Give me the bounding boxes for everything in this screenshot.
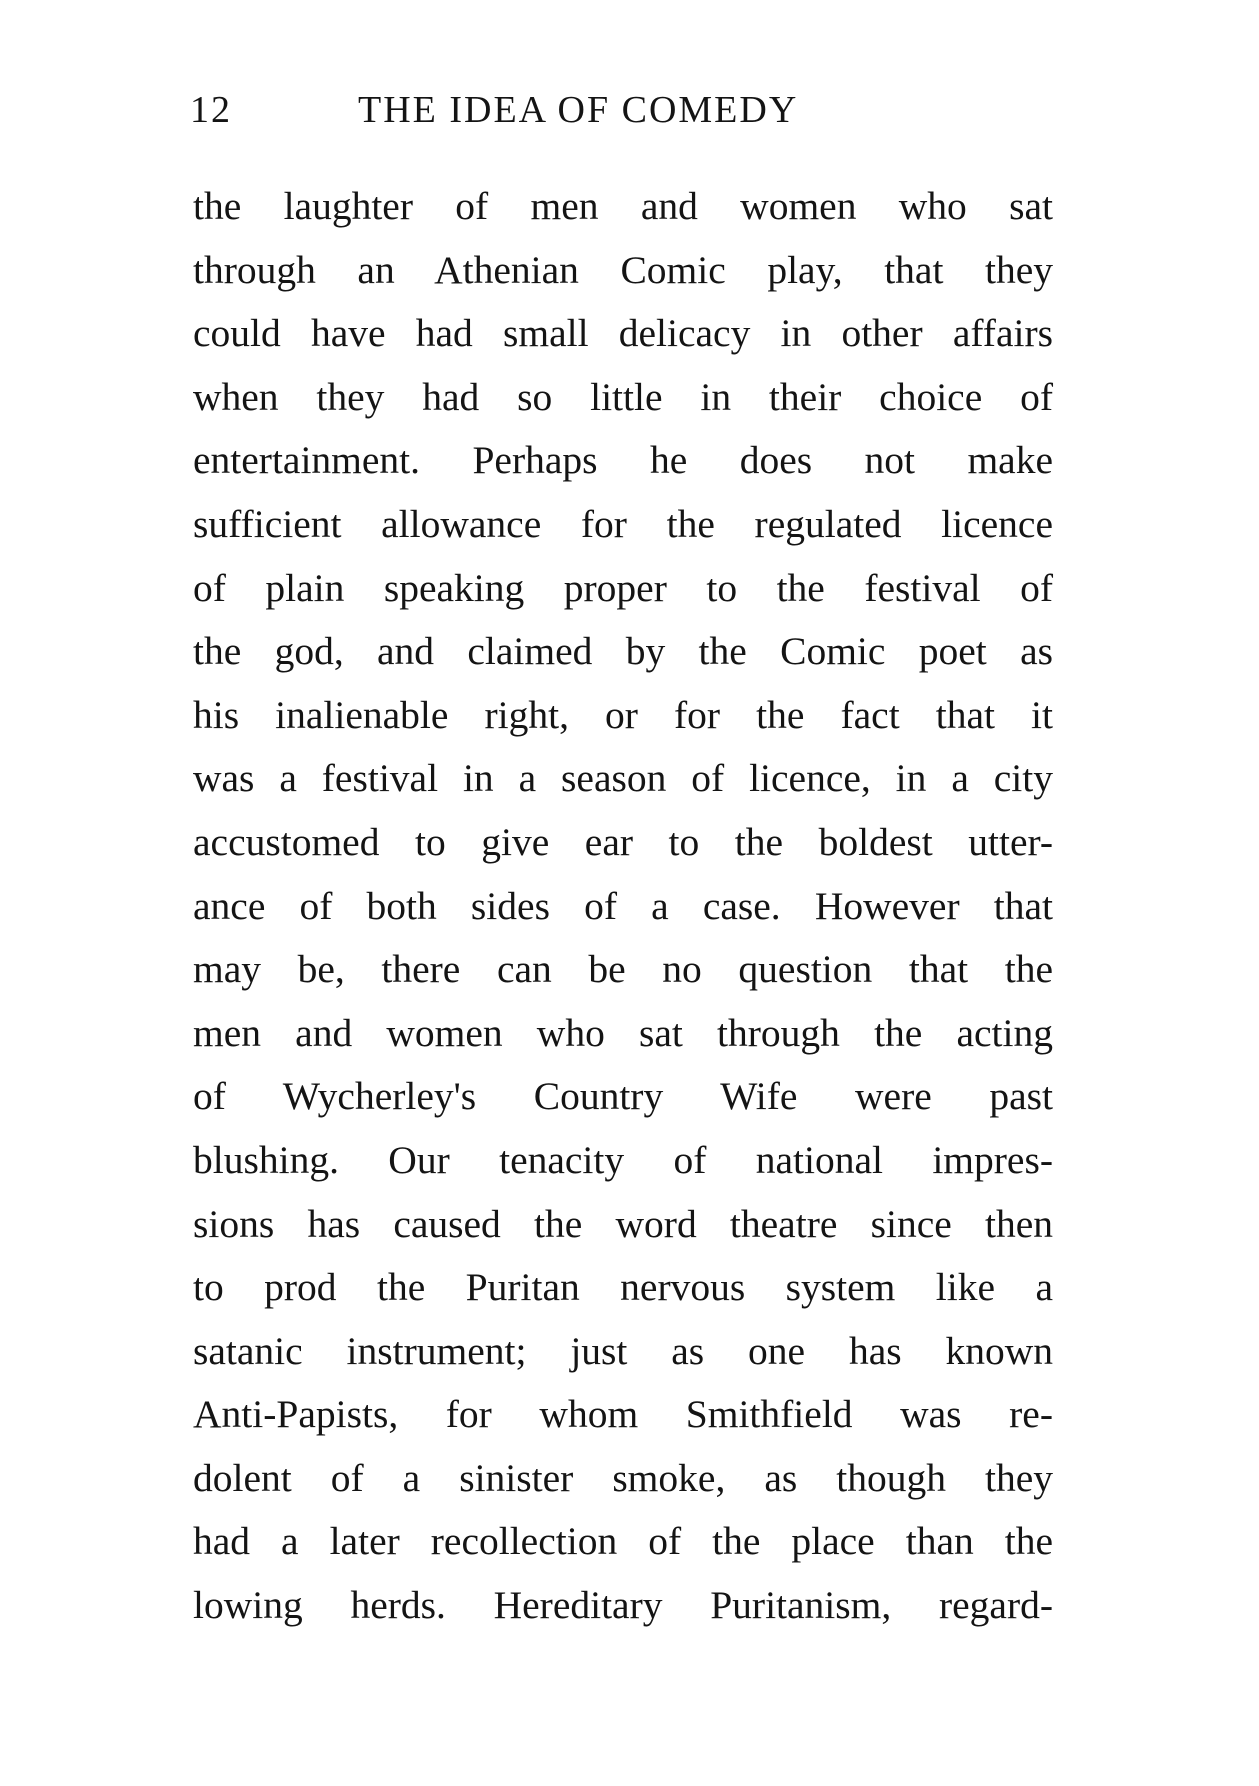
text-line: men and women who sat through the acting bbox=[193, 1010, 1053, 1055]
text-line: his inalienable right, or for the fact that it bbox=[193, 692, 1053, 737]
text-line: sufficient allowance for the regulated licence bbox=[193, 501, 1053, 546]
text-line: ance of both sides of a case. However that bbox=[193, 883, 1053, 928]
text-line: dolent of a sinister smoke, as though they bbox=[193, 1455, 1053, 1500]
text-line: was a festival in a season of licence, in a city bbox=[193, 756, 1053, 801]
text-line: entertainment. Perhaps he does not make bbox=[193, 438, 1053, 483]
text-line: to prod the Puritan nervous system like a bbox=[193, 1265, 1053, 1310]
text-line: through an Athenian Comic play, that they bbox=[193, 247, 1053, 292]
running-title: THE IDEA OF COMEDY bbox=[358, 89, 799, 131]
body-text bbox=[193, 175, 1053, 1638]
text-line: of plain speaking proper to the festival of bbox=[193, 565, 1053, 610]
text-line: could have had small delicacy in other affairs bbox=[193, 311, 1053, 356]
text-line: the laughter of men and women who sat bbox=[193, 184, 1053, 228]
running-head bbox=[190, 88, 1050, 138]
text-line: satanic instrument; just as one has known bbox=[193, 1328, 1053, 1373]
text-line: sions has caused the word theatre since then bbox=[193, 1201, 1053, 1246]
text-line: accustomed to give ear to the boldest utter- bbox=[193, 819, 1053, 864]
text-line: had a later recollection of the place than the bbox=[193, 1519, 1053, 1564]
text-line: may be, there can be no question that the bbox=[193, 947, 1053, 992]
page-number: 12 bbox=[190, 89, 232, 131]
text-line: the god, and claimed by the Comic poet as bbox=[193, 629, 1053, 674]
text-line: of Wycherley's Country Wife were past bbox=[193, 1074, 1053, 1119]
text-line: when they had so little in their choice of bbox=[193, 374, 1053, 419]
text-line: blushing. Our tenacity of national impres- bbox=[193, 1137, 1053, 1182]
text-line: lowing herds. Hereditary Puritanism, regard- bbox=[193, 1583, 1053, 1628]
text-line: Anti-Papists, for whom Smithfield was re- bbox=[193, 1392, 1053, 1437]
